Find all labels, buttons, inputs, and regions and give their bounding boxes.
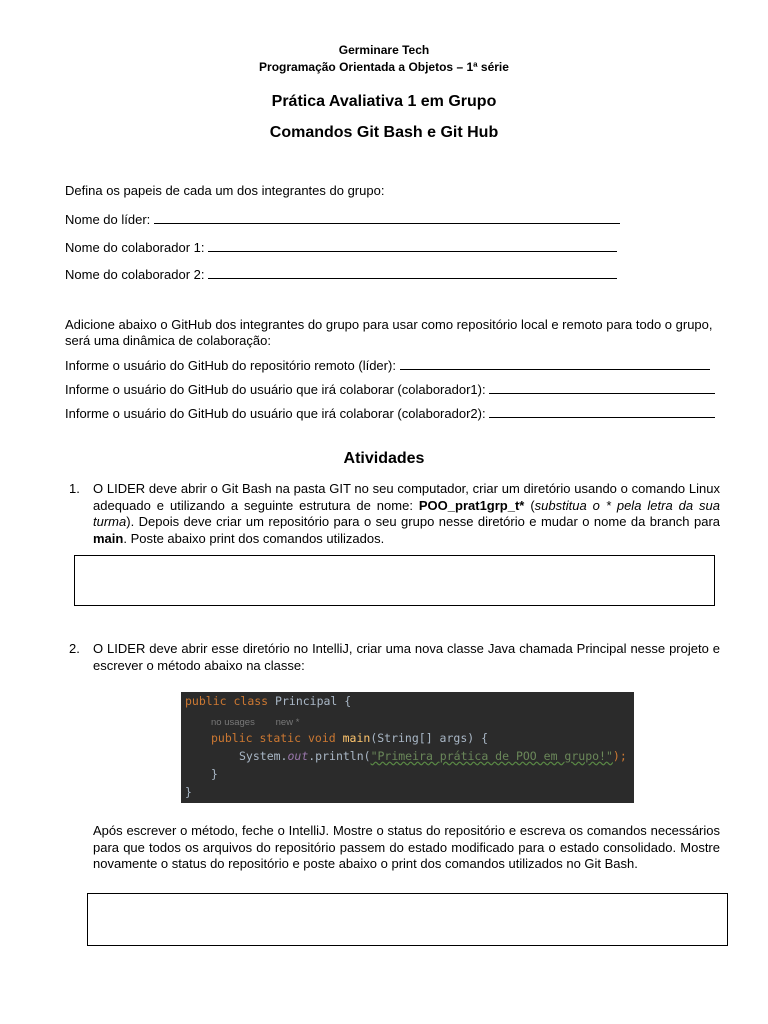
github-collab1-blank[interactable] xyxy=(489,381,715,394)
github-collab1-label: Informe o usuário do GitHub do usuário que irá colaborar (colaborador1): xyxy=(65,382,486,397)
item2-number: 2. xyxy=(69,641,80,656)
collab1-name-label: Nome do colaborador 1: xyxy=(65,240,205,255)
document-subtitle: Comandos Git Bash e Git Hub xyxy=(269,124,499,141)
course-name: Programação Orientada a Objetos – 1ª série xyxy=(259,60,509,74)
github-intro-line2: será uma dinâmica de colaboração: xyxy=(65,333,271,348)
school-name: Germinare Tech xyxy=(338,43,430,57)
leader-name-label: Nome do líder: xyxy=(65,212,151,227)
collab2-name-field[interactable] xyxy=(65,266,617,282)
collab1-name-field[interactable] xyxy=(65,239,617,255)
code-snippet xyxy=(181,692,634,803)
github-remote-field[interactable] xyxy=(65,357,710,373)
code-line-class: public class Principal { xyxy=(185,694,352,708)
roles-intro: Defina os papeis de cada um dos integrantes do grupo: xyxy=(65,183,385,198)
collab1-name-blank[interactable] xyxy=(208,239,617,252)
github-remote-label: Informe o usuário do GitHub do repositório remoto (líder): xyxy=(65,358,396,373)
item2-answer-box[interactable] xyxy=(87,893,728,946)
activities-heading: Atividades xyxy=(343,450,425,467)
item1-answer-box[interactable] xyxy=(74,555,715,606)
item2-text: O LIDER deve abrir esse diretório no IntelliJ, criar uma nova classe Java chamada Principal nesse projeto e escrever o método abaixo na classe: xyxy=(93,641,720,673)
item1-text: O LIDER deve abrir o Git Bash na pasta GIT no seu computador, criar um diretório usando o comando Linux adequado e utilizando a seguinte estrutura de nome: POO_prat1grp_t* (substitua o * pela letra da sua turma). Depois deve criar um repositório para o seu grupo nesse diretório e mudar o nome da branch para main. Poste abaixo print dos comandos utilizados. xyxy=(93,481,720,546)
code-line-close-class: } xyxy=(185,785,192,799)
github-collab2-blank[interactable] xyxy=(489,405,715,418)
code-line-close-method: } xyxy=(211,767,218,781)
item1-number: 1. xyxy=(69,481,80,496)
leader-name-field[interactable] xyxy=(65,211,620,227)
document-title: Prática Avaliativa 1 em Grupo xyxy=(271,93,497,110)
github-collab1-field[interactable] xyxy=(65,381,715,397)
github-collab2-field[interactable] xyxy=(65,405,715,421)
github-intro-line1: Adicione abaixo o GitHub dos integrantes do grupo para usar como repositório local e remoto para todo o grupo, xyxy=(65,317,713,332)
collab2-name-label: Nome do colaborador 2: xyxy=(65,267,205,282)
code-line-method: public static void main(String[] args) { xyxy=(211,731,489,745)
leader-name-blank[interactable] xyxy=(154,211,620,224)
code-inlay-hint: no usages new * xyxy=(211,717,300,728)
item2-after-text: Após escrever o método, feche o IntelliJ. Mostre o status do repositório e escreva os comandos necessários para que todos os arquivos do repositório passem do estado modificado para o estado consolidado. Mostre novamente o status do repositório e poste abaixo o print dos comandos utilizados no Git Bash. xyxy=(93,823,720,871)
code-line-println: System.out.println("Primeira prática de POO em grupo!"); xyxy=(239,749,627,763)
github-collab2-label: Informe o usuário do GitHub do usuário que irá colaborar (colaborador2): xyxy=(65,406,486,421)
github-remote-blank[interactable] xyxy=(400,357,710,370)
collab2-name-blank[interactable] xyxy=(208,266,617,279)
